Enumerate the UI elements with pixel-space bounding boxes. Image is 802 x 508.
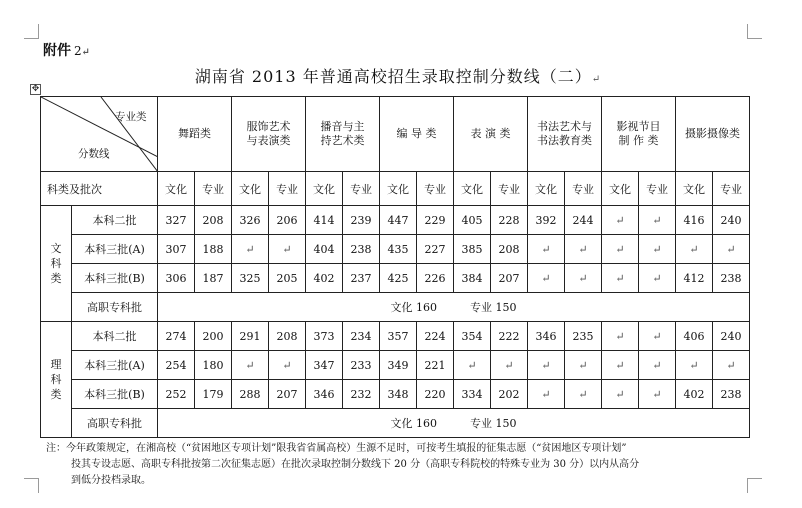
group-label bbox=[41, 322, 72, 438]
vocational-scores: 文化 160 专业 150 bbox=[158, 409, 750, 438]
table-row bbox=[41, 380, 750, 409]
subheader-major: 专业 bbox=[269, 172, 306, 206]
score-cell: 347 bbox=[306, 351, 343, 380]
score-cell: 207 bbox=[269, 380, 306, 409]
score-cell: ↵ bbox=[639, 264, 676, 293]
score-cell: ↵ bbox=[639, 206, 676, 235]
score-cell: 240 bbox=[713, 322, 750, 351]
category-header bbox=[158, 97, 232, 172]
table-move-handle-icon[interactable]: ✥ bbox=[31, 84, 40, 94]
subheader-culture: 文化 bbox=[158, 172, 195, 206]
score-cell: 188 bbox=[195, 235, 232, 264]
subheader-culture: 文化 bbox=[380, 172, 417, 206]
score-cell: ↵ bbox=[602, 380, 639, 409]
paragraph-mark: ↵ bbox=[591, 74, 602, 85]
score-cell: 447 bbox=[380, 206, 417, 235]
score-cell: 334 bbox=[454, 380, 491, 409]
score-cell: ↵ bbox=[602, 206, 639, 235]
score-cell: 354 bbox=[454, 322, 491, 351]
category-header bbox=[380, 97, 454, 172]
footnote-line: 投其专设志愿、高职专科批按第二次征集志愿）在批次录取控制分数线下 20 分（高职专科院校的特殊专业为 30 分）以内从高分 bbox=[71, 459, 640, 470]
table-row bbox=[41, 206, 750, 235]
subheader-major: 专业 bbox=[639, 172, 676, 206]
attachment-text: 附件 bbox=[43, 43, 71, 59]
subheader-row bbox=[41, 172, 750, 206]
score-cell: ↵ bbox=[565, 351, 602, 380]
footnote-line: 注：今年政策规定，在湘高校（“贫困地区专项计划”限我省省属高校）生源不足时，可按考生填报的征集志愿（“贫困地区专项计划” bbox=[46, 443, 627, 454]
category-line1: 摄影摄像类 bbox=[685, 127, 740, 140]
diag-label-score: 分数线 bbox=[78, 148, 110, 160]
subheader-major: 专业 bbox=[713, 172, 750, 206]
score-cell: 346 bbox=[306, 380, 343, 409]
score-cell: ↵ bbox=[232, 351, 269, 380]
score-cell: ↵ bbox=[713, 351, 750, 380]
subheader-culture: 文化 bbox=[528, 172, 565, 206]
subheader-major: 专业 bbox=[343, 172, 380, 206]
group-label bbox=[41, 206, 72, 322]
category-header bbox=[306, 97, 380, 172]
document-title bbox=[40, 64, 756, 87]
score-cell: 208 bbox=[195, 206, 232, 235]
score-cell: 220 bbox=[417, 380, 454, 409]
subheader-major: 专业 bbox=[491, 172, 528, 206]
score-cell: 205 bbox=[269, 264, 306, 293]
batch-label: 本科三批(B) bbox=[72, 380, 158, 409]
score-cell: 402 bbox=[676, 380, 713, 409]
category-line2: 书法教育类 bbox=[537, 134, 592, 147]
crop-mark-top-right bbox=[747, 24, 762, 39]
score-cell: 414 bbox=[306, 206, 343, 235]
score-cell: 179 bbox=[195, 380, 232, 409]
score-cell: 222 bbox=[491, 322, 528, 351]
group-name: 文科类 bbox=[50, 242, 62, 285]
table-row bbox=[41, 322, 750, 351]
score-cell: ↵ bbox=[528, 235, 565, 264]
score-cell: ↵ bbox=[602, 351, 639, 380]
score-cell: ↵ bbox=[602, 235, 639, 264]
score-cell: 288 bbox=[232, 380, 269, 409]
score-cell: 207 bbox=[491, 264, 528, 293]
batch-label: 本科二批 bbox=[72, 322, 158, 351]
score-cell: 384 bbox=[454, 264, 491, 293]
score-cell: 252 bbox=[158, 380, 195, 409]
score-cell: 187 bbox=[195, 264, 232, 293]
subheader-major: 专业 bbox=[565, 172, 602, 206]
subheader-major: 专业 bbox=[417, 172, 454, 206]
score-cell: 224 bbox=[417, 322, 454, 351]
score-cell: ↵ bbox=[528, 380, 565, 409]
batch-label: 本科二批 bbox=[72, 206, 158, 235]
score-cell: ↵ bbox=[639, 322, 676, 351]
score-cell: 229 bbox=[417, 206, 454, 235]
footnote-line: 到低分投档录取。 bbox=[71, 475, 151, 486]
score-cell: 180 bbox=[195, 351, 232, 380]
score-cell: 254 bbox=[158, 351, 195, 380]
category-line2: 制 作 类 bbox=[618, 134, 659, 147]
score-cell: 208 bbox=[491, 235, 528, 264]
score-cell: 240 bbox=[713, 206, 750, 235]
vocational-row bbox=[41, 409, 750, 438]
subheader-culture: 文化 bbox=[306, 172, 343, 206]
score-cell: ↵ bbox=[232, 235, 269, 264]
score-cell: 392 bbox=[528, 206, 565, 235]
subheader-major: 专业 bbox=[195, 172, 232, 206]
score-cell: 235 bbox=[565, 322, 602, 351]
batch-label: 本科三批(A) bbox=[72, 235, 158, 264]
crop-mark-bottom-left bbox=[24, 478, 39, 493]
category-line1: 编 导 类 bbox=[396, 127, 437, 140]
score-cell: ↵ bbox=[602, 264, 639, 293]
category-header-row bbox=[41, 97, 750, 172]
score-cell: ↵ bbox=[602, 322, 639, 351]
score-cell: ↵ bbox=[528, 264, 565, 293]
score-cell: ↵ bbox=[676, 351, 713, 380]
score-cell: 200 bbox=[195, 322, 232, 351]
category-line2: 持艺术类 bbox=[320, 134, 365, 147]
score-cell: 226 bbox=[417, 264, 454, 293]
table-row bbox=[41, 264, 750, 293]
score-cell: 202 bbox=[491, 380, 528, 409]
category-line1: 影视节目 bbox=[616, 120, 661, 133]
score-cell: 206 bbox=[269, 206, 306, 235]
batch-label: 本科三批(A) bbox=[72, 351, 158, 380]
score-cell: 435 bbox=[380, 235, 417, 264]
category-line1: 舞蹈类 bbox=[178, 127, 211, 140]
score-cell: 357 bbox=[380, 322, 417, 351]
attachment-label bbox=[43, 40, 90, 60]
category-line1: 播音与主 bbox=[320, 120, 365, 133]
score-cell: 239 bbox=[343, 206, 380, 235]
score-cell: 404 bbox=[306, 235, 343, 264]
category-header bbox=[602, 97, 676, 172]
crop-mark-top-left bbox=[24, 24, 39, 39]
score-cell: 244 bbox=[565, 206, 602, 235]
score-cell: 306 bbox=[158, 264, 195, 293]
vocational-row bbox=[41, 293, 750, 322]
score-cell: ↵ bbox=[565, 235, 602, 264]
score-cell: 274 bbox=[158, 322, 195, 351]
category-header bbox=[676, 97, 750, 172]
category-line2: 与表演类 bbox=[246, 134, 291, 147]
score-cell: ↵ bbox=[269, 235, 306, 264]
score-cell: ↵ bbox=[269, 351, 306, 380]
score-cell: 238 bbox=[713, 380, 750, 409]
score-cell: 349 bbox=[380, 351, 417, 380]
score-cell: 227 bbox=[417, 235, 454, 264]
diag-label-category: 专业类 bbox=[115, 111, 147, 123]
score-cell: 425 bbox=[380, 264, 417, 293]
subheader-culture: 文化 bbox=[454, 172, 491, 206]
vocational-scores: 文化 160 专业 150 bbox=[158, 293, 750, 322]
score-cell: ↵ bbox=[454, 351, 491, 380]
score-cell: 221 bbox=[417, 351, 454, 380]
score-cell: ↵ bbox=[565, 264, 602, 293]
table-row bbox=[41, 351, 750, 380]
subheader-culture: 文化 bbox=[676, 172, 713, 206]
diagonal-header-cell bbox=[41, 97, 158, 172]
category-line1: 服饰艺术 bbox=[246, 120, 291, 133]
subheader-culture: 文化 bbox=[602, 172, 639, 206]
score-cell: 327 bbox=[158, 206, 195, 235]
paragraph-mark: ↵ bbox=[81, 47, 91, 58]
score-table bbox=[40, 96, 750, 438]
score-cell: 233 bbox=[343, 351, 380, 380]
batch-label: 高职专科批 bbox=[72, 409, 158, 438]
table-row bbox=[41, 235, 750, 264]
score-cell: ↵ bbox=[639, 235, 676, 264]
score-cell: ↵ bbox=[491, 351, 528, 380]
batch-label: 本科三批(B) bbox=[72, 264, 158, 293]
group-name: 理科类 bbox=[50, 358, 62, 401]
batch-label: 高职专科批 bbox=[72, 293, 158, 322]
score-cell: ↵ bbox=[565, 380, 602, 409]
score-cell: ↵ bbox=[676, 235, 713, 264]
score-cell: 325 bbox=[232, 264, 269, 293]
score-cell: 238 bbox=[343, 235, 380, 264]
batch-header: 科类及批次 bbox=[41, 172, 158, 206]
score-cell: 348 bbox=[380, 380, 417, 409]
score-cell: 234 bbox=[343, 322, 380, 351]
attachment-number: 2 bbox=[74, 44, 82, 58]
score-cell: 405 bbox=[454, 206, 491, 235]
score-cell: 416 bbox=[676, 206, 713, 235]
score-cell: 237 bbox=[343, 264, 380, 293]
score-cell: 291 bbox=[232, 322, 269, 351]
category-line1: 书法艺术与 bbox=[537, 120, 592, 133]
category-header bbox=[232, 97, 306, 172]
score-cell: ↵ bbox=[528, 351, 565, 380]
score-cell: 402 bbox=[306, 264, 343, 293]
score-cell: 228 bbox=[491, 206, 528, 235]
score-cell: 238 bbox=[713, 264, 750, 293]
score-cell: 307 bbox=[158, 235, 195, 264]
footnote bbox=[46, 441, 758, 489]
title-text: 湖南省 2013 年普通高校招生录取控制分数线（二） bbox=[194, 67, 592, 86]
score-cell: ↵ bbox=[639, 380, 676, 409]
score-cell: 232 bbox=[343, 380, 380, 409]
score-cell: 412 bbox=[676, 264, 713, 293]
score-cell: 373 bbox=[306, 322, 343, 351]
score-body bbox=[41, 206, 750, 438]
category-line1: 表 演 类 bbox=[470, 127, 511, 140]
score-cell: 385 bbox=[454, 235, 491, 264]
score-cell: 406 bbox=[676, 322, 713, 351]
score-cell: 346 bbox=[528, 322, 565, 351]
category-header bbox=[528, 97, 602, 172]
score-cell: ↵ bbox=[639, 351, 676, 380]
score-cell: 326 bbox=[232, 206, 269, 235]
score-cell: 208 bbox=[269, 322, 306, 351]
subheader-culture: 文化 bbox=[232, 172, 269, 206]
category-header bbox=[454, 97, 528, 172]
score-cell: ↵ bbox=[713, 235, 750, 264]
